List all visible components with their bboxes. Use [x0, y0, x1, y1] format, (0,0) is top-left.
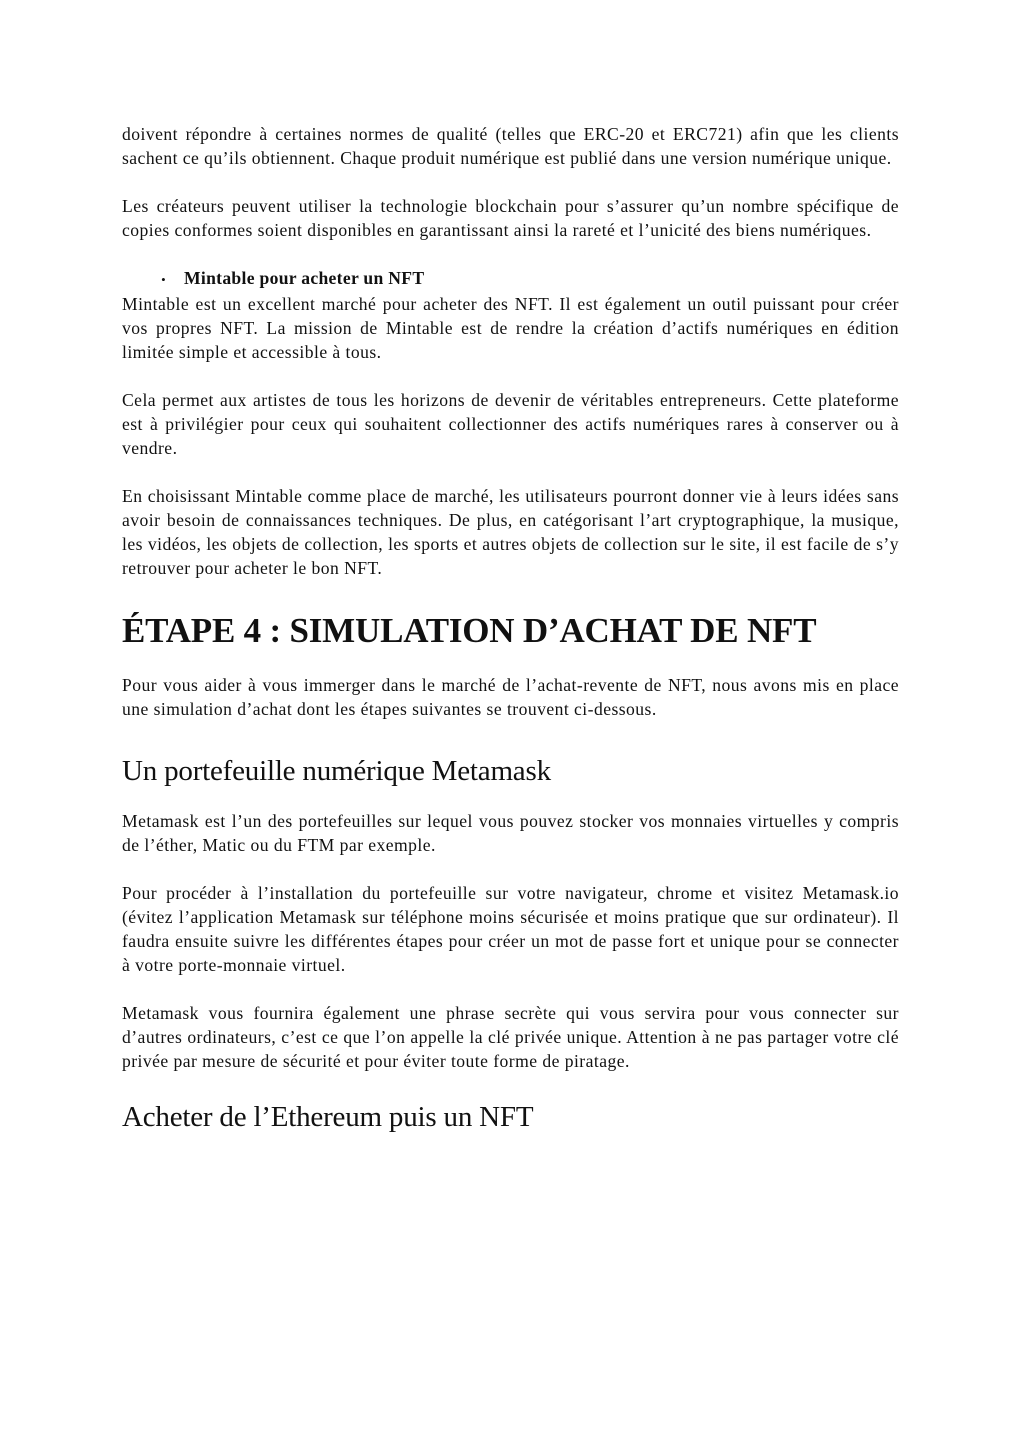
bullet-item-mintable — [122, 266, 899, 292]
bullet-heading-mintable: Mintable pour acheter un NFT — [184, 268, 425, 288]
paragraph-blockchain-rarity: Les créateurs peuvent utiliser la technologie blockchain pour s’assurer qu’un nombre spécifique de copies conformes soient disponibles en garantissant ainsi la rareté et l’unicité des biens numériques. — [122, 196, 899, 240]
subheading-buy-ethereum: Acheter de l’Ethereum puis un NFT — [122, 1101, 534, 1133]
paragraph-metamask-wallet: Metamask est l’un des portefeuilles sur lequel vous pouvez stocker vos monnaies virtuelles y compris de l’éther, Matic ou du FTM par exemple. — [122, 811, 899, 855]
paragraph-mintable-intro: Mintable est un excellent marché pour acheter des NFT. Il est également un outil puissant pour créer vos propres NFT. La mission de Mintable est de rendre la création d’actifs numériques en édition limitée simple et accessible à tous. — [122, 294, 899, 362]
bullet-icon: • — [161, 272, 166, 287]
paragraph-quality-standards: doivent répondre à certaines normes de qualité (telles que ERC-20 et ERC721) afin que les clients sachent ce qu’ils obtiennent. Chaque produit numérique est publié dans une version numérique unique. — [122, 124, 899, 168]
paragraph-secret-phrase: Metamask vous fournira également une phrase secrète qui vous servira pour vous connecter sur d’autres ordinateurs, c’est ce que l’on appelle la clé privée unique. Attention à ne pas partager votre clé privée par mesure de sécurité et pour éviter toute forme de piratage. — [122, 1003, 899, 1071]
document-page — [122, 122, 899, 1135]
heading-step-4: ÉTAPE 4 : SIMULATION D’ACHAT DE NFT — [122, 611, 817, 650]
paragraph-marketplace: En choisissant Mintable comme place de marché, les utilisateurs pourront donner vie à leurs idées sans avoir besoin de connaissances techniques. De plus, en catégorisant l’art cryptographique, la musique, les vidéos, les objets de collection, les sports et autres objets de collection sur le site, il est facile de s’y retrouver pour acheter le bon NFT. — [122, 486, 899, 578]
subheading-metamask: Un portefeuille numérique Metamask — [122, 755, 551, 787]
paragraph-installation: Pour procéder à l’installation du portefeuille sur votre navigateur, chrome et visitez Metamask.io (évitez l’application Metamask sur téléphone moins sécurisée et moins pratique que sur ordinateur). Il faudra ensuite suivre les différentes étapes pour créer un mot de passe fort et unique pour se connecter à votre porte-monnaie virtuel. — [122, 883, 899, 975]
paragraph-artists: Cela permet aux artistes de tous les horizons de devenir de véritables entrepreneurs. Cette plateforme est à privilégier pour ceux qui souhaitent collectionner des actifs numériques rares à conserver ou à vendre. — [122, 390, 899, 458]
paragraph-simulation: Pour vous aider à vous immerger dans le marché de l’achat-revente de NFT, nous avons mis en place une simulation d’achat dont les étapes suivantes se trouvent ci-dessous. — [122, 675, 899, 719]
